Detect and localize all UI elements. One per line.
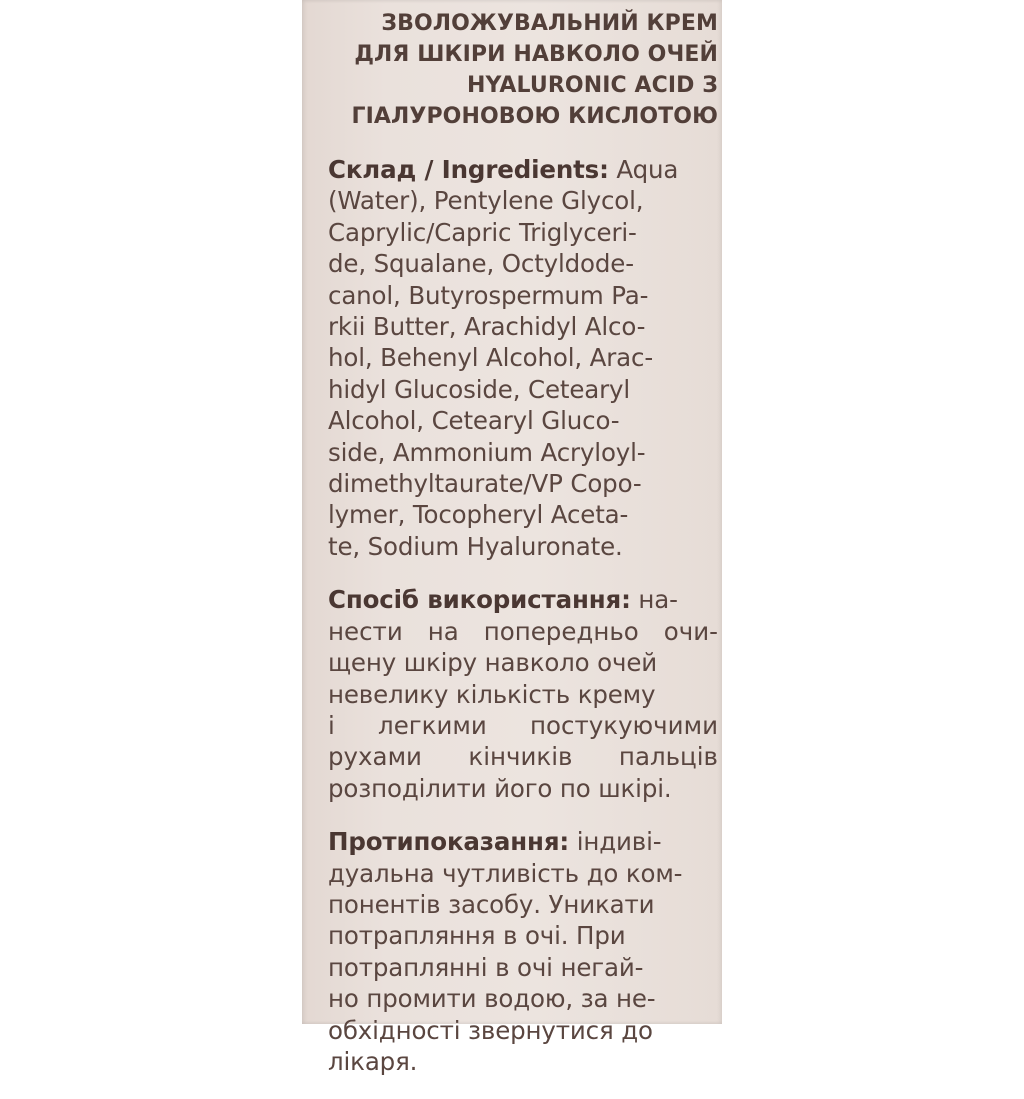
usage-section <box>328 584 718 804</box>
label-text-line: потрапляння в очі. При <box>328 921 626 951</box>
label-text-line: side, Ammonium Acryloyl- <box>328 437 646 467</box>
usage-first-line-text: на- <box>638 585 678 615</box>
label-text-line: dimethyltaurate/VP Copo- <box>328 469 642 499</box>
label-text-line: рухами кінчиків пальців <box>328 742 718 772</box>
contraindications-first-line-text: індиві- <box>576 827 662 857</box>
label-text-line: понентів засобу. Уникати <box>328 889 655 919</box>
contraindications-lines <box>328 858 718 1078</box>
label-text-line: дуальна чутливість до ком- <box>328 858 683 888</box>
contraindications-first-line <box>328 826 718 857</box>
label-text-line: te, Sodium Hyaluronate. <box>328 531 623 561</box>
contraindications-section <box>328 826 718 1077</box>
usage-heading: Спосіб використання: <box>328 585 631 615</box>
ingredients-heading: Склад / Ingredients: <box>328 155 609 184</box>
label-text-line: Caprylic/Capric Triglyceri- <box>328 217 637 247</box>
label-text-line: лікаря. <box>328 1046 418 1076</box>
usage-lines <box>328 616 718 804</box>
label-text-line: невелику кількість крему <box>328 679 656 709</box>
label-text-line: hol, Behenyl Alcohol, Arac- <box>328 343 654 373</box>
product-title-line: ДЛЯ ШКІРИ НАВКОЛО ОЧЕЙ <box>354 42 718 67</box>
label-text-line: canol, Butyrospermum Pa- <box>328 280 649 310</box>
label-text-line: щену шкіру навколо очей <box>328 648 658 678</box>
label-text-line: hidyl Glucoside, Cetearyl <box>328 374 631 404</box>
product-title-line: ГІАЛУРОНОВОЮ КИСЛОТОЮ <box>351 104 718 129</box>
ingredients-first-line-text: Aqua <box>616 155 679 184</box>
contraindications-heading: Протипоказання: <box>328 827 570 857</box>
label-text-line: lymer, Tocopheryl Aceta- <box>328 500 629 530</box>
product-title-line: HYALURONIC ACID З <box>466 73 718 98</box>
product-label-panel <box>302 0 722 1076</box>
label-text-line: но промити водою, за не- <box>328 984 656 1014</box>
ingredients-lines <box>328 185 718 562</box>
label-text-line: (Water), Pentylene Glycol, <box>328 186 644 216</box>
product-title <box>328 8 718 132</box>
product-title-line: ЗВОЛОЖУВАЛЬНИЙ КРЕМ <box>381 11 718 36</box>
label-text-line: Alcohol, Cetearyl Gluco- <box>328 406 620 436</box>
label-text-line: обхідності звернутися до <box>328 1015 653 1045</box>
usage-first-line <box>328 584 718 615</box>
ingredients-first-line <box>328 154 718 185</box>
ingredients-section <box>328 154 718 562</box>
label-text-line: de, Squalane, Octyldode- <box>328 249 634 279</box>
label-text-line: нести на попередньо очи- <box>328 616 718 646</box>
label-text-line: rkii Butter, Arachidyl Alco- <box>328 312 646 342</box>
label-text-line: і легкими постукуючими <box>328 710 718 740</box>
label-text-line: потраплянні в очі негай- <box>328 952 644 982</box>
label-text-column <box>328 8 718 1099</box>
label-text-line: розподілити його по шкірі. <box>328 773 672 803</box>
